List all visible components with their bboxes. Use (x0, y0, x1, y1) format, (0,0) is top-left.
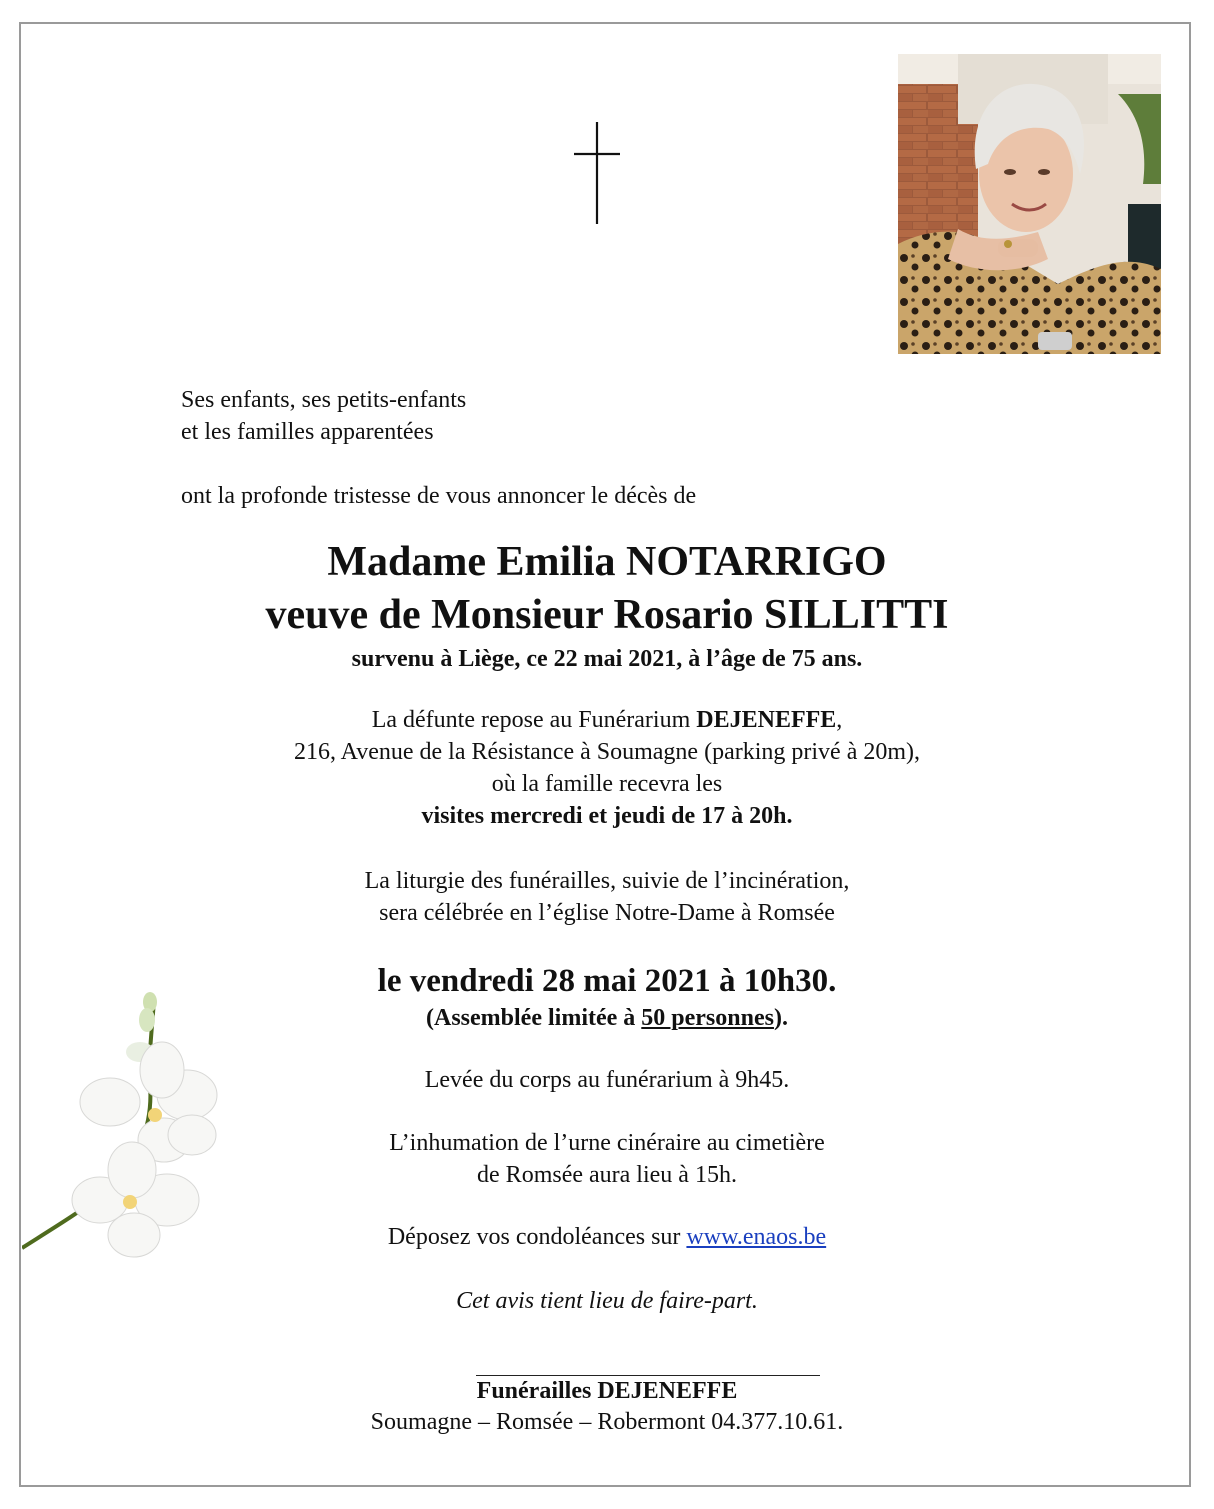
condolences-line (0, 1221, 1214, 1253)
portrait-photo (898, 54, 1161, 354)
condolences-prefix: Déposez vos condoléances sur (387, 1224, 687, 1250)
rest-prefix: La défunte repose au Funérarium (371, 707, 697, 733)
assembly-count: 50 personnes (641, 1005, 774, 1031)
rest-suffix: , (836, 707, 843, 733)
cross-icon (574, 122, 620, 224)
deceased-name: Madame Emilia NOTARRIGO (327, 539, 887, 585)
death-details: survenu à Liège, ce 22 mai 2021, à l’âge de 75 ans. (351, 646, 863, 672)
footer-company: Funérailles DEJENEFFE (476, 1378, 738, 1404)
spouse-line: veuve de Monsieur Rosario SILLITTI (265, 592, 949, 638)
rest-line-2: 216, Avenue de la Résistance à Soumagne (parking privé à 20m), (293, 739, 921, 765)
enaos-link[interactable]: www.enaos.be (686, 1224, 827, 1250)
liturgy-line-2: sera célébrée en l’église Notre-Dame à Romsée (379, 900, 835, 926)
assembly-limit (0, 1002, 1214, 1034)
visits-line: visites mercredi et jeudi de 17 à 20h. (421, 803, 793, 829)
announcement: ont la profonde tristesse de vous annoncer le décès de (181, 483, 697, 509)
footer-address: Soumagne – Romsée – Robermont 04.377.10.61. (370, 1409, 844, 1435)
assembly-prefix: (Assemblée limitée à (426, 1005, 642, 1031)
notice-line: Cet avis tient lieu de faire-part. (456, 1288, 758, 1314)
liturgy-line-1: La liturgie des funérailles, suivie de l’incinération, (364, 868, 850, 894)
rest-line-1 (0, 704, 1214, 736)
ceremony-date: le vendredi 28 mai 2021 à 10h30. (377, 963, 837, 999)
funeral-home-name: DEJENEFFE (696, 707, 837, 733)
rest-line-3: où la famille recevra les (491, 771, 723, 797)
levee-line: Levée du corps au funérarium à 9h45. (424, 1067, 790, 1093)
family-line-2: et les familles apparentées (181, 419, 434, 445)
family-line-1: Ses enfants, ses petits-enfants (181, 387, 467, 413)
inhumation-line-1: L’inhumation de l’urne cinéraire au cimetière (389, 1130, 825, 1156)
inhumation-line-2: de Romsée aura lieu à 15h. (477, 1162, 737, 1188)
assembly-suffix: ). (773, 1005, 788, 1031)
